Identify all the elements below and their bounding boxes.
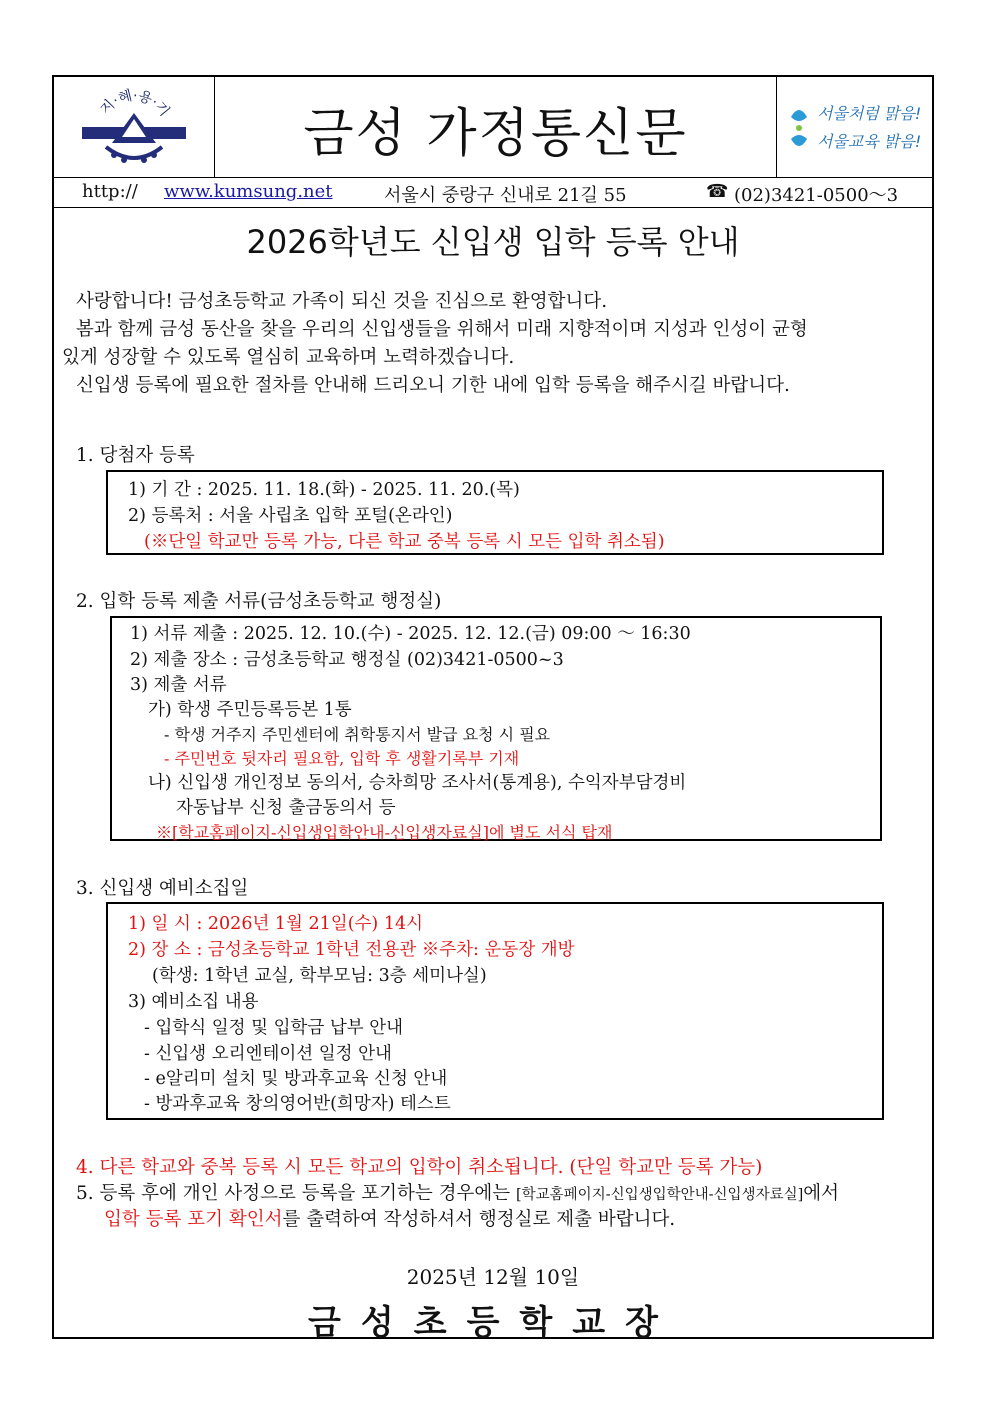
registration-place: 2) 등록처 : 서울 사립초 입학 포털(온라인) bbox=[128, 506, 453, 526]
school-address: 서울시 중랑구 신내로 21길 55 bbox=[384, 185, 627, 206]
school-website-link[interactable]: www.kumsung.net bbox=[164, 181, 333, 202]
slogan-line-2: 서울교육 밝음! bbox=[817, 132, 922, 151]
document-b-note: ※[학교홈페이지-신입생입학안내-신입생자료실]에 별도 서식 탑재 bbox=[156, 823, 613, 842]
section-3-heading: 3. 신입생 예비소집일 bbox=[76, 878, 249, 899]
orientation-place-detail: (학생: 1학년 교실, 학부모님: 3층 세미나실) bbox=[152, 966, 487, 986]
school-logo bbox=[54, 77, 215, 177]
section-1-box bbox=[106, 470, 884, 555]
withdrawal-text-a: 5. 등록 후에 개인 사정으로 등록을 포기하는 경우에는 bbox=[76, 1183, 516, 1204]
butterfly-icon bbox=[777, 77, 932, 177]
section-2-box bbox=[110, 616, 882, 841]
withdrawal-notice-line-2 bbox=[104, 1205, 675, 1231]
withdrawal-text-e: 를 출력하여 작성하셔서 행정실로 제출 바랍니다. bbox=[282, 1209, 676, 1230]
document-a: 가) 학생 주민등록등본 1통 bbox=[148, 700, 352, 720]
issue-date: 2025년 12월 10일 bbox=[406, 1265, 580, 1289]
submission-period: 1) 서류 제출 : 2025. 12. 10.(수) - 2025. 12. 12.(금) 09:00 ～ 16:30 bbox=[130, 624, 691, 644]
section-3-box bbox=[106, 902, 884, 1120]
document-a-note-1: - 학생 거주지 주민센터에 취학통지서 발급 요청 시 필요 bbox=[164, 725, 551, 744]
document-b-line-2: 자동납부 신청 출금동의서 등 bbox=[176, 798, 396, 818]
withdrawal-form-name: 입학 등록 포기 확인서 bbox=[104, 1209, 283, 1230]
intro-line-2: 봄과 함께 금성 동산을 찾을 우리의 신입생들을 위해서 미래 지향적이며 지성과 인성이 균형 bbox=[76, 319, 808, 340]
withdrawal-text-c: 에서 bbox=[803, 1183, 839, 1204]
orientation-datetime: 1) 일 시 : 2026년 1월 21일(수) 14시 bbox=[128, 914, 423, 934]
section-2-heading: 2. 입학 등록 제출 서류(금성초등학교 행정실) bbox=[76, 591, 442, 612]
newsletter-title: 금성 가정통신문 bbox=[303, 104, 688, 164]
seoul-education-slogan bbox=[776, 77, 932, 177]
intro-line-3: 있게 성장할 수 있도록 열심히 교육하며 노력하겠습니다. bbox=[62, 347, 515, 368]
registration-period: 1) 기 간 : 2025. 11. 18.(화) - 2025. 11. 20.(목) bbox=[128, 480, 520, 500]
orientation-place: 2) 장 소 : 금성초등학교 1학년 전용관 ※주차: 운동장 개방 bbox=[128, 940, 575, 960]
submission-place: 2) 제출 장소 : 금성초등학교 행정실 (02)3421-0500~3 bbox=[130, 650, 564, 670]
section-1-heading: 1. 당첨자 등록 bbox=[76, 445, 195, 466]
url-prefix: http:// bbox=[82, 181, 138, 202]
documents-title: 3) 제출 서류 bbox=[130, 675, 227, 695]
intro-line-1: 사랑합니다! 금성초등학교 가족이 되신 것을 진심으로 환영합니다. bbox=[76, 291, 608, 312]
school-info-bar bbox=[54, 177, 932, 208]
logo-motto: 지·혜·용·기 bbox=[97, 87, 173, 120]
document-title: 2026학년도 신입생 입학 등록 안내 bbox=[246, 223, 740, 261]
document-b-line-1: 나) 신입생 개인정보 동의서, 승차희망 조사서(통계용), 수익자부담경비 bbox=[148, 773, 687, 793]
orientation-item-3: - e알리미 설치 및 방과후교육 신청 안내 bbox=[144, 1069, 448, 1089]
slogan-line-1: 서울처럼 맑음! bbox=[817, 104, 922, 123]
duplicate-registration-notice: 4. 다른 학교와 중복 등록 시 모든 학교의 입학이 취소됩니다. (단일 학교만 등록 가능) bbox=[76, 1157, 763, 1178]
school-emblem-icon bbox=[54, 77, 214, 177]
newsletter-page bbox=[52, 75, 934, 1343]
withdrawal-notice-line-1 bbox=[76, 1179, 839, 1205]
withdrawal-path: [학교홈페이지-신입생입학안내-신입생자료실] bbox=[516, 1187, 804, 1203]
orientation-content-title: 3) 예비소집 내용 bbox=[128, 992, 259, 1012]
registration-warning: (※단일 학교만 등록 가능, 다른 학교 중복 등록 시 모든 입학 취소됨) bbox=[144, 532, 665, 552]
document-a-note-2: - 주민번호 뒷자리 필요함, 입학 후 생활기록부 기재 bbox=[164, 749, 520, 768]
principal-signature: 금성초등학교장 bbox=[308, 1303, 678, 1343]
orientation-item-1: - 입학식 일정 및 입학금 납부 안내 bbox=[144, 1018, 404, 1038]
phone-icon: ☎ bbox=[706, 181, 729, 202]
intro-line-4: 신입생 등록에 필요한 절차를 안내해 드리오니 기한 내에 입학 등록을 해주시길 바랍니다. bbox=[76, 375, 790, 396]
school-phone: (02)3421-0500～3 bbox=[734, 185, 899, 206]
orientation-item-4: - 방과후교육 창의영어반(희망자) 테스트 bbox=[144, 1094, 451, 1114]
orientation-item-2: - 신입생 오리엔테이션 일정 안내 bbox=[144, 1044, 392, 1064]
newsletter-header bbox=[54, 77, 932, 178]
